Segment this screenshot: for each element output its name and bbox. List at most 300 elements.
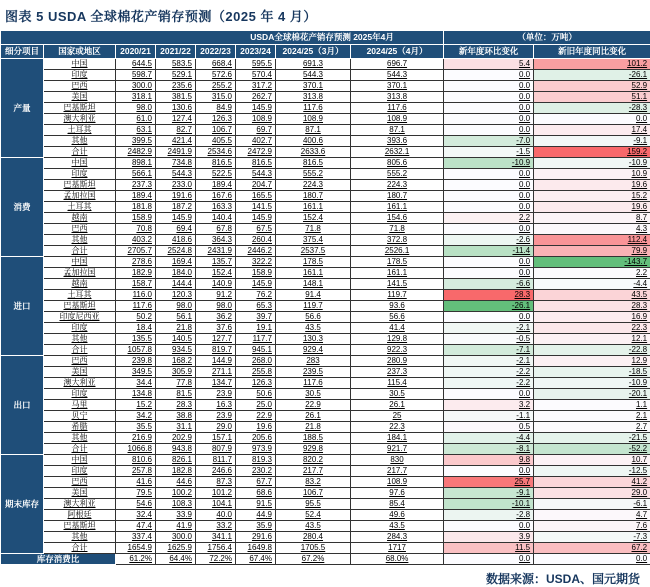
value-cell: 224.3: [276, 180, 351, 191]
table-row: [1, 147, 650, 158]
value-cell: 68.6: [236, 488, 276, 499]
region-cell: 中国: [44, 257, 116, 268]
value-cell: 145.9: [156, 213, 196, 224]
value-cell: 91.4: [276, 290, 351, 301]
mom-change-cell: 0.0: [444, 312, 534, 323]
value-cell: 167.6: [196, 191, 236, 202]
table-row: [1, 290, 650, 301]
value-cell: 184.1: [351, 433, 444, 444]
region-cell: 其他: [44, 136, 116, 147]
value-cell: 158.9: [116, 213, 156, 224]
region-cell: 印度: [44, 323, 116, 334]
yoy-change-cell: 0.0: [534, 554, 650, 565]
value-cell: 108.9: [236, 114, 276, 125]
value-cell: 257.8: [116, 466, 156, 477]
table-row: [1, 202, 650, 213]
value-cell: 117.7: [236, 334, 276, 345]
table-row: [1, 411, 650, 422]
mom-change-cell: 2.2: [444, 213, 534, 224]
value-cell: 25.0: [236, 400, 276, 411]
region-cell: 印度尼西亚: [44, 312, 116, 323]
yoy-change-cell: 29.0: [534, 488, 650, 499]
value-cell: 145.9: [236, 213, 276, 224]
value-cell: 130.6: [156, 103, 196, 114]
region-cell: 合计: [44, 444, 116, 455]
category-cell: 消费: [1, 158, 44, 257]
mom-change-cell: -10.1: [444, 499, 534, 510]
table-row: [1, 521, 650, 532]
region-cell: 其他: [44, 334, 116, 345]
value-cell: 235.6: [156, 81, 196, 92]
value-cell: 67.7: [236, 477, 276, 488]
value-cell: 54.6: [116, 499, 156, 510]
mom-change-cell: 0.0: [444, 180, 534, 191]
yoy-change-cell: 10.7: [534, 455, 650, 466]
yoy-change-cell: 16.9: [534, 312, 650, 323]
region-cell: 印度: [44, 466, 116, 477]
value-cell: 85.4: [351, 499, 444, 510]
yoy-change-cell: 19.6: [534, 202, 650, 213]
mom-change-cell: -0.5: [444, 334, 534, 345]
yoy-change-cell: 12.9: [534, 356, 650, 367]
value-cell: 239.5: [276, 367, 351, 378]
mom-change-cell: 0.0: [444, 169, 534, 180]
value-cell: 119.7: [276, 301, 351, 312]
value-cell: 77.8: [156, 378, 196, 389]
region-cell: 中国: [44, 59, 116, 70]
value-cell: 100.2: [156, 488, 196, 499]
value-cell: 134.8: [116, 389, 156, 400]
value-cell: 1756.4: [196, 543, 236, 554]
value-cell: 2524.8: [156, 246, 196, 257]
value-cell: 84.9: [196, 103, 236, 114]
region-cell: 印度: [44, 70, 116, 81]
mom-change-cell: 3.2: [444, 400, 534, 411]
yoy-change-cell: 43.5: [534, 290, 650, 301]
mom-change-cell: 0.0: [444, 81, 534, 92]
region-cell: 中国: [44, 455, 116, 466]
mom-change-cell: -2.2: [444, 367, 534, 378]
yoy-change-cell: -26.1: [534, 70, 650, 81]
value-cell: 1705.5: [276, 543, 351, 554]
value-cell: 35.9: [236, 521, 276, 532]
yoy-change-cell: 15.2: [534, 191, 650, 202]
region-cell: 中国: [44, 158, 116, 169]
yoy-change-cell: -22.8: [534, 345, 650, 356]
mom-change-cell: 0.5: [444, 422, 534, 433]
ratio-value-cell: 67.2%: [276, 554, 351, 565]
value-cell: 2446.2: [236, 246, 276, 257]
value-cell: 119.7: [351, 290, 444, 301]
value-cell: 67.8: [196, 224, 236, 235]
value-cell: 364.3: [196, 235, 236, 246]
value-cell: 544.3: [351, 70, 444, 81]
value-cell: 81.5: [156, 389, 196, 400]
region-cell: 美国: [44, 92, 116, 103]
value-cell: 108.9: [276, 114, 351, 125]
column-header-row: [1, 45, 650, 59]
region-cell: 巴基斯坦: [44, 521, 116, 532]
value-cell: 52.4: [276, 510, 351, 521]
value-cell: 811.7: [196, 455, 236, 466]
mom-change-cell: 0.0: [444, 114, 534, 125]
table-row: [1, 114, 650, 125]
value-cell: 189.4: [196, 180, 236, 191]
region-cell: 土耳其: [44, 290, 116, 301]
value-cell: 544.3: [236, 169, 276, 180]
mom-change-cell: -7.1: [444, 345, 534, 356]
value-cell: 807.9: [196, 444, 236, 455]
table-row: [1, 499, 650, 510]
value-cell: 262.7: [236, 92, 276, 103]
table-row: [1, 543, 650, 554]
value-cell: 117.6: [351, 103, 444, 114]
value-cell: 945.1: [236, 345, 276, 356]
value-cell: 816.5: [196, 158, 236, 169]
value-cell: 284.3: [351, 532, 444, 543]
value-cell: 973.9: [236, 444, 276, 455]
value-cell: 158.7: [116, 279, 156, 290]
mom-change-cell: -7.0: [444, 136, 534, 147]
region-cell: 美国: [44, 367, 116, 378]
value-cell: 98.0: [156, 301, 196, 312]
value-cell: 157.1: [196, 433, 236, 444]
table-row: [1, 433, 650, 444]
value-cell: 30.5: [276, 389, 351, 400]
region-cell: 合计: [44, 543, 116, 554]
value-cell: 44.9: [236, 510, 276, 521]
yoy-change-cell: 0.0: [534, 114, 650, 125]
yoy-change-cell: -6.1: [534, 499, 650, 510]
value-cell: 120.3: [156, 290, 196, 301]
yoy-change-cell: -18.5: [534, 367, 650, 378]
value-cell: 810.6: [116, 455, 156, 466]
value-cell: 19.6: [236, 422, 276, 433]
value-cell: 152.4: [276, 213, 351, 224]
value-cell: 69.7: [236, 125, 276, 136]
value-cell: 237.3: [116, 180, 156, 191]
value-cell: 16.3: [196, 400, 236, 411]
value-cell: 205.6: [236, 433, 276, 444]
value-cell: 141.5: [236, 202, 276, 213]
yoy-change-cell: 7.6: [534, 521, 650, 532]
value-cell: 130.3: [276, 334, 351, 345]
value-cell: 187.2: [156, 202, 196, 213]
value-cell: 181.8: [116, 202, 156, 213]
value-cell: 1717: [351, 543, 444, 554]
value-cell: 2705.7: [116, 246, 156, 257]
table-row: [1, 158, 650, 169]
value-cell: 56.6: [351, 312, 444, 323]
value-cell: 161.1: [351, 268, 444, 279]
table-row: [1, 345, 650, 356]
value-cell: 165.5: [236, 191, 276, 202]
value-cell: 22.3: [351, 422, 444, 433]
value-cell: 399.5: [116, 136, 156, 147]
value-cell: 280.9: [351, 356, 444, 367]
mom-change-cell: -10.9: [444, 158, 534, 169]
value-cell: 555.2: [351, 169, 444, 180]
value-cell: 178.5: [351, 257, 444, 268]
value-cell: 38.8: [156, 411, 196, 422]
value-cell: 23.9: [196, 389, 236, 400]
value-cell: 313.8: [351, 92, 444, 103]
value-cell: 2491.9: [156, 147, 196, 158]
value-cell: 21.8: [276, 422, 351, 433]
value-cell: 816.5: [236, 158, 276, 169]
table-row: [1, 444, 650, 455]
region-cell: 澳大利亚: [44, 114, 116, 125]
region-cell: 巴西: [44, 477, 116, 488]
value-cell: 393.6: [351, 136, 444, 147]
region-cell: 其他: [44, 235, 116, 246]
value-cell: 87.1: [351, 125, 444, 136]
mom-change-cell: 11.5: [444, 543, 534, 554]
ratio-value-cell: 67.4%: [236, 554, 276, 565]
value-cell: 163.3: [196, 202, 236, 213]
yoy-change-cell: 1.1: [534, 400, 650, 411]
mom-change-cell: 0.0: [444, 554, 534, 565]
mom-change-cell: 5.4: [444, 59, 534, 70]
value-cell: 182.9: [116, 268, 156, 279]
region-cell: 澳大利亚: [44, 499, 116, 510]
value-cell: 93.6: [351, 301, 444, 312]
value-cell: 691.3: [276, 59, 351, 70]
value-cell: 82.7: [156, 125, 196, 136]
value-cell: 644.5: [116, 59, 156, 70]
table-row: [1, 477, 650, 488]
mom-change-cell: -4.4: [444, 433, 534, 444]
value-cell: 41.6: [116, 477, 156, 488]
value-cell: 224.3: [351, 180, 444, 191]
col-header-segment: 细分项目: [1, 45, 44, 59]
value-cell: 2537.5: [276, 246, 351, 257]
value-cell: 104.1: [196, 499, 236, 510]
table-row: [1, 323, 650, 334]
value-cell: 317.2: [236, 81, 276, 92]
value-cell: 204.7: [236, 180, 276, 191]
mom-change-cell: -2.8: [444, 510, 534, 521]
value-cell: 117.6: [116, 301, 156, 312]
data-source: 数据来源：USDA、国元期货: [0, 565, 650, 587]
mom-change-cell: 0.0: [444, 103, 534, 114]
value-cell: 544.3: [276, 70, 351, 81]
category-cell: 期末库存: [1, 455, 44, 554]
table-banner-unit: （单位：万吨）: [444, 31, 650, 45]
value-cell: 370.1: [351, 81, 444, 92]
value-cell: 522.5: [196, 169, 236, 180]
table-row: [1, 422, 650, 433]
mom-change-cell: -1.1: [444, 411, 534, 422]
col-header-mom-change: 新年度环比变化: [444, 45, 534, 59]
value-cell: 98.0: [116, 103, 156, 114]
table-row: [1, 125, 650, 136]
value-cell: 129.8: [351, 334, 444, 345]
region-cell: 印度: [44, 389, 116, 400]
table-row: [1, 103, 650, 114]
col-header-2023-24: 2023/24: [236, 45, 276, 59]
yoy-change-cell: 12.1: [534, 334, 650, 345]
value-cell: 188.5: [276, 433, 351, 444]
value-cell: 15.2: [116, 400, 156, 411]
yoy-change-cell: 41.2: [534, 477, 650, 488]
value-cell: 108.3: [156, 499, 196, 510]
value-cell: 161.1: [351, 202, 444, 213]
value-cell: 668.4: [196, 59, 236, 70]
value-cell: 40.0: [196, 510, 236, 521]
value-cell: 32.4: [116, 510, 156, 521]
yoy-change-cell: 10.9: [534, 169, 650, 180]
region-cell: 巴西: [44, 356, 116, 367]
banner-row: [1, 31, 650, 45]
ratio-value-cell: 72.2%: [196, 554, 236, 565]
region-cell: 巴基斯坦: [44, 301, 116, 312]
value-cell: 141.5: [351, 279, 444, 290]
table-row: [1, 257, 650, 268]
region-cell: 贝宁: [44, 411, 116, 422]
value-cell: 233.0: [156, 180, 196, 191]
table-row: [1, 389, 650, 400]
value-cell: 2431.9: [196, 246, 236, 257]
value-cell: 255.8: [236, 367, 276, 378]
table-row: [1, 81, 650, 92]
value-cell: 158.9: [236, 268, 276, 279]
col-header-2021-22: 2021/22: [156, 45, 196, 59]
table-row: [1, 279, 650, 290]
ratio-value-cell: 64.4%: [156, 554, 196, 565]
mom-change-cell: -8.1: [444, 444, 534, 455]
table-row: [1, 268, 650, 279]
yoy-change-cell: 101.2: [534, 59, 650, 70]
value-cell: 106.7: [276, 488, 351, 499]
value-cell: 337.4: [116, 532, 156, 543]
yoy-change-cell: 19.6: [534, 180, 650, 191]
region-cell: 孟加拉国: [44, 268, 116, 279]
value-cell: 154.6: [351, 213, 444, 224]
table-row: [1, 334, 650, 345]
mom-change-cell: 0.0: [444, 191, 534, 202]
table-row: [1, 367, 650, 378]
region-cell: 巴西: [44, 224, 116, 235]
value-cell: 929.4: [276, 345, 351, 356]
value-cell: 734.8: [156, 158, 196, 169]
value-cell: 341.1: [196, 532, 236, 543]
value-cell: 544.3: [156, 169, 196, 180]
value-cell: 101.2: [196, 488, 236, 499]
mom-change-cell: 28.3: [444, 290, 534, 301]
value-cell: 216.9: [116, 433, 156, 444]
value-cell: 402.7: [236, 136, 276, 147]
value-cell: 418.6: [156, 235, 196, 246]
yoy-change-cell: -28.3: [534, 103, 650, 114]
value-cell: 144.4: [156, 279, 196, 290]
yoy-change-cell: 2.7: [534, 422, 650, 433]
mom-change-cell: 0.0: [444, 389, 534, 400]
mom-change-cell: -2.1: [444, 356, 534, 367]
value-cell: 135.7: [196, 257, 236, 268]
value-cell: 291.6: [236, 532, 276, 543]
value-cell: 2633.6: [276, 147, 351, 158]
value-cell: 127.4: [156, 114, 196, 125]
value-cell: 37.6: [196, 323, 236, 334]
value-cell: 36.2: [196, 312, 236, 323]
mom-change-cell: 3.9: [444, 532, 534, 543]
value-cell: 61.0: [116, 114, 156, 125]
mom-change-cell: 0.0: [444, 257, 534, 268]
value-cell: 1066.8: [116, 444, 156, 455]
ratio-value-cell: 61.2%: [116, 554, 156, 565]
value-cell: 929.8: [276, 444, 351, 455]
value-cell: 50.6: [236, 389, 276, 400]
value-cell: 180.7: [276, 191, 351, 202]
value-cell: 34.4: [116, 378, 156, 389]
mom-change-cell: -11.4: [444, 246, 534, 257]
yoy-change-cell: 51.1: [534, 92, 650, 103]
value-cell: 2482.9: [116, 147, 156, 158]
value-cell: 2632.1: [351, 147, 444, 158]
region-cell: 越南: [44, 279, 116, 290]
value-cell: 161.1: [276, 268, 351, 279]
yoy-change-cell: 2.2: [534, 268, 650, 279]
value-cell: 152.4: [196, 268, 236, 279]
region-cell: 阿根廷: [44, 510, 116, 521]
value-cell: 67.5: [236, 224, 276, 235]
value-cell: 805.6: [351, 158, 444, 169]
table-row: [1, 169, 650, 180]
value-cell: 41.4: [351, 323, 444, 334]
value-cell: 33.9: [156, 510, 196, 521]
yoy-change-cell: 4.3: [534, 224, 650, 235]
region-cell: 土耳其: [44, 202, 116, 213]
table-row: [1, 224, 650, 235]
table-banner-title: USDA全球棉花产销存预测 2025年4月: [1, 31, 444, 45]
value-cell: 144.9: [196, 356, 236, 367]
yoy-change-cell: 28.3: [534, 301, 650, 312]
value-cell: 140.5: [156, 334, 196, 345]
value-cell: 1654.9: [116, 543, 156, 554]
value-cell: 598.7: [116, 70, 156, 81]
value-cell: 135.5: [116, 334, 156, 345]
value-cell: 30.5: [351, 389, 444, 400]
value-cell: 182.8: [156, 466, 196, 477]
value-cell: 148.1: [276, 279, 351, 290]
region-cell: 越南: [44, 213, 116, 224]
value-cell: 91.2: [196, 290, 236, 301]
value-cell: 819.7: [196, 345, 236, 356]
mom-change-cell: -9.1: [444, 488, 534, 499]
value-cell: 278.6: [116, 257, 156, 268]
value-cell: 403.2: [116, 235, 156, 246]
value-cell: 43.5: [351, 521, 444, 532]
value-cell: 381.5: [156, 92, 196, 103]
col-header-yoy-change: 新旧年度同比变化: [534, 45, 650, 59]
value-cell: 1649.8: [236, 543, 276, 554]
value-cell: 87.3: [196, 477, 236, 488]
value-cell: 230.2: [236, 466, 276, 477]
value-cell: 934.5: [156, 345, 196, 356]
region-cell: 希腊: [44, 422, 116, 433]
value-cell: 117.6: [276, 103, 351, 114]
value-cell: 95.5: [276, 499, 351, 510]
value-cell: 400.6: [276, 136, 351, 147]
value-cell: 70.8: [116, 224, 156, 235]
value-cell: 268.0: [236, 356, 276, 367]
yoy-change-cell: -10.9: [534, 378, 650, 389]
value-cell: 300.0: [156, 532, 196, 543]
table-row: [1, 92, 650, 103]
value-cell: 921.7: [351, 444, 444, 455]
table-row: [1, 510, 650, 521]
